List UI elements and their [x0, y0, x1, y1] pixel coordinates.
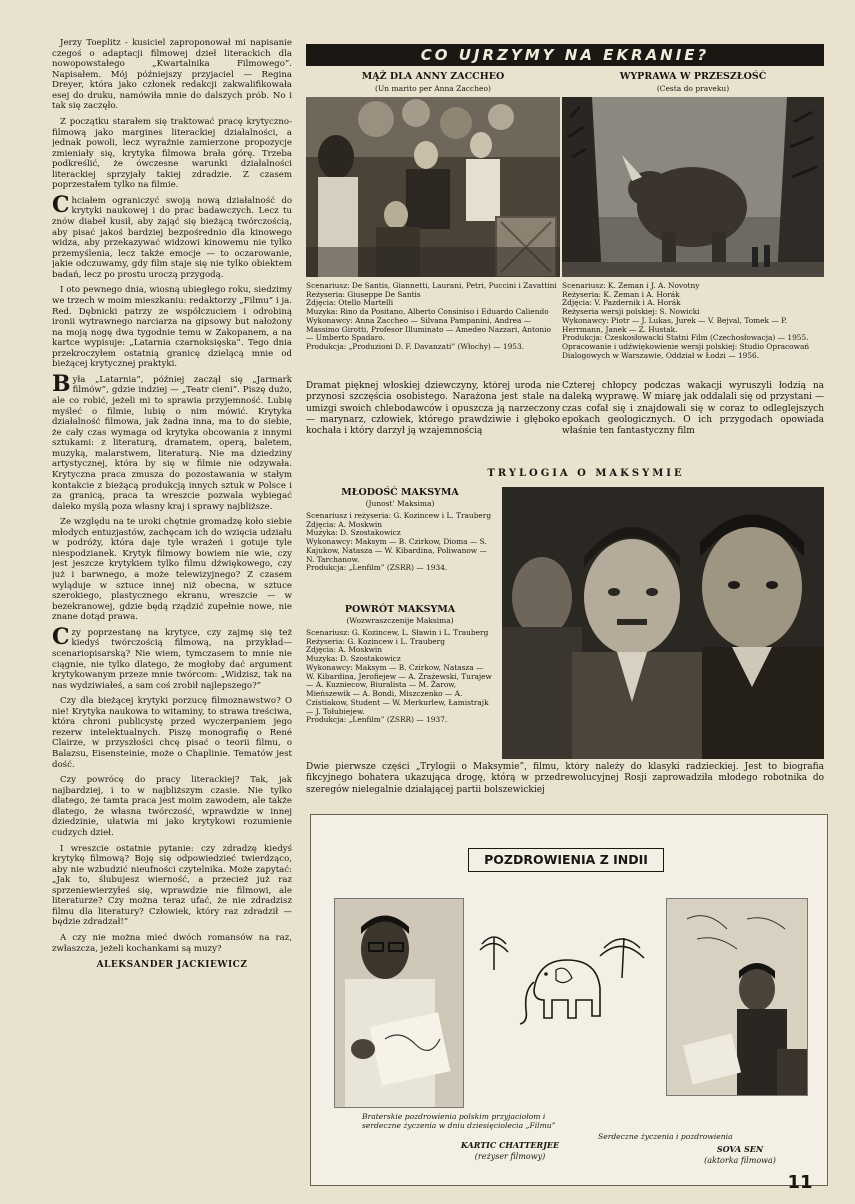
elephant-drawing-icon — [472, 930, 654, 1040]
elephant-sketch — [472, 930, 654, 1040]
film1-title: MĄŻ DLA ANNY ZACCHEO — [361, 71, 505, 82]
photo-kartic-chatterjee — [334, 898, 464, 1108]
trilogy-part2-credits — [306, 629, 494, 759]
article-paragraph: A czy nie można mieć dwóch romansów na raz, zwłaszcza, jeżeli kochankami są muzy? — [52, 933, 292, 954]
india-role-left: (reżyser filmowy) — [474, 1152, 546, 1161]
article-paragraph: Była „Latarnia”, później zaczął się „Jarmark filmów”, gdzie indziej — „Teatr cieni”. Piszę dużo, ale co robić, jeżeli mi to sprawia przyjemność. Lubię myśleć o filmie, lubię o nim mówić. Krytyka działalność filmowa, jak żadna inna, ma to do siebie, że cały czas wymaga od krytyka obcowania z innymi sztukami: z literaturą, dramatem, operą, baletem, muzyką, malarstwem, literaturą. Nie ma dziedziny artystycznej, która by się w filmie nie odzywała. Krytyczna praca zmusza do pozostawania w stałym kontakcie z bieżącą produkcją innych sztuk w Polsce i za granicą, praca ta wreszcie pozwala wybiegać daleko myślą poza własny kraj i sprawy najbliższe. — [52, 370, 292, 512]
trilogy-credit-line: Zdjęcia: A. Moskwin — [306, 519, 383, 529]
trilogy-credit-line: Produkcja: „Lenfilm” (ZSRR) — 1934. — [306, 563, 448, 573]
trilogy-credit-line: Wykonawcy: Maksym — B. Czirkow, Dioma — S. Kajukow, Natasza — W. Kibardina, Poliwanow — N. Tarchanow. — [306, 537, 487, 564]
trilogy-credit-line: Wykonawcy: Maksym — B. Czirkow, Natasza — W. Kibardina, Jerofiejew — A. Zrażewski, Turajew — A. Kuzniecow, Biuralista — M. Żarow, Mieńszewik — A. Bondi, Miszczenko — A. Czistiakow, Student — W. Merkurlew, Łamistrajk — J. Tołubiejew. — [306, 662, 492, 716]
film2-credit-line: Reżyseria: K. Zeman i A. Horák — [562, 289, 680, 299]
film1-credit-line: Produkcja: „Produzioni D. F. Davanzati” (Włochy) — 1953. — [306, 342, 525, 352]
trilogy-credit-line: Produkcja: „Lenfilm” (ZSRR) — 1937. — [306, 715, 448, 725]
trilogy-credit-line: Reżyseria: G. Kozincew i L. Trauberg — [306, 636, 445, 646]
film1-still-photo — [306, 97, 560, 277]
trilogy-credit-line: Muzyka: D. Szostakowicz — [306, 654, 401, 664]
sova-photo-art — [667, 899, 807, 1095]
article-paragraph: I oto pewnego dnia, wiosną ubiegłego roku, siedzimy we trzech w moim mieszkaniu: redaktorzy „Filmu” i ja. Red. Dębnicki patrzy ze współczuciem i odrobiną ironii wytrawnego narciarza na gipsowy but nałożony na moją nogę dwa tygodnie temu w Zakopanem, a na kartce wypisuje: „Latarnia czarnoksięska”. Tego dnia przekroczyłem ostatnią granicę dzielącą mnie od bieżącej krytycznej praktyki. — [52, 285, 292, 370]
trilogy-heading: TRYLOGIA O MAKSYMIE — [487, 468, 685, 479]
film2-title: WYPRAWA W PRZESZŁOŚĆ — [619, 71, 767, 82]
article-paragraph: Jerzy Toeplitz - kusiciel zaproponował mi napisanie czegoś o adaptacji filmowej dzieł literackich dla nowopowstałego „Kwartalnika Filmowego”. Napisałem. Mój późniejszy przyjaciel — Regina Dreyer, która jako członek redakcji zakwalifikowała esej do druku, namówiła mnie do dalszych prób. No i tak się zaczęło. — [52, 38, 292, 112]
film2-credit-line: Zdjęcia: V. Pazdernik i A. Horák — [562, 298, 681, 308]
film1-subtitle: (Un marito per Anna Zaccheo) — [375, 84, 491, 93]
film1-description: Dramat pięknej włoskiej dziewczyny, której uroda nie przynosi szczęścia osobistego. Narażona jest stale na umizgi swoich chlebodawców i opuszcza ją narzeczony — marynarz, człowiek, którego prawdziwie i głęboko kochała i który darzył ją wzajemnością — [306, 381, 560, 436]
article-paragraph: Chciałem ograniczyć swoją nową działalność do krytyki naukowej i do prac badawczych. Lecz tu znów diabeł kusił, aby zająć się bieżącą twórczością, aby pisać jakoś bardziej bezpośrednio dla kinowego widza, aby przekazywać widzowi kinowemu nie tylko przemyślenia, lecz także emocje — to oczarowanie, jakie odczuwamy, gdy film staje się nie tylko obiektem badań, lecz po prostu uroczą przygodą. — [52, 191, 292, 280]
kartic-photo-art — [335, 899, 463, 1107]
film2-credit-line: Reżyseria wersji polskiej: S. Nowicki — [562, 307, 700, 317]
film2-credit-line: Opracowanie i udźwiękowienie wersji polskiej: Studio Opracowań Dialogowych w Warszawie, Oddział w Łodzi — 1956. — [562, 342, 810, 360]
article-paragraph: Z początku starałem się traktować pracę krytyczno-filmową jako margines literackiej działalności, a jednak powoli, lecz wyraźnie zamierzone propozycje zmieniały się, krytyka filmowa brała górę. Trzeba podkreślić, że ówczesne warunki działalności literackiej sprzyjały takiej zdradzie. Z czasem poprzestałem tylko na filmie. — [52, 116, 292, 191]
india-caption-left: Braterskie pozdrowienia polskim przyjaciołom i serdeczne życzenia w dniu dziesięciolecia „Filmu” — [362, 1112, 556, 1131]
trilogy-part2-title: POWRÓT MAKSYMA — [344, 604, 456, 615]
film2-still-photo — [562, 97, 824, 277]
left-article — [52, 38, 292, 1158]
trilogy-part1-subtitle: (Junost' Maksima) — [365, 499, 435, 508]
india-role-right: (aktorka filmowa) — [704, 1156, 776, 1165]
trilogy-part1-title: MŁODOŚĆ MAKSYMA — [341, 487, 459, 498]
trilogy-still-photo — [502, 487, 824, 759]
film1-photo-art — [306, 97, 560, 277]
article-paragraph: Czy poprzestanę na krytyce, czy zajmę się też kiedyś twórczością filmową, na przykład—scenariopisarską? Nie wiem, tymczasem to mnie nie ciągnie, nie tylko dlatego, że mogłoby dać argument krytykowanym przeze mnie twórcom: „Widzisz, tak na nas wydziwiałeś, a sam coś zrobił najlepszego?” — [52, 623, 292, 691]
india-name-right: SOVA SEN — [716, 1144, 764, 1154]
film2-photo-art — [562, 97, 824, 277]
film1-credit-line: Wykonawcy: Anna Zaccheo — Silvana Pampanini, Andrea — Massimo Girotti, Profesor Illuminato — Amedeo Nazzari, Antonio — Umberto Spadaro. — [306, 315, 551, 343]
film1-credits — [306, 282, 560, 378]
film1-credit-line: Reżyseria: Giuseppe De Santis — [306, 289, 421, 299]
article-paragraph: Czy dla bieżącej krytyki porzucę filmoznawstwo? O nie! Krytyka naukowa to witaminy, to strawa treściwa, która chroni publicystę przed wyczerpaniem jego rezerw intelektualnych. Piszę monografię o René Clairze, w przyszłości chcę pisać o teorii filmu, o Balazsu, Eisensteinie, może o Chaplinie. Tematów jest dość. — [52, 696, 292, 770]
trilogy-description: Dwie pierwsze części „Trylogii o Maksymie”, filmu, który należy do klasyki radzieckiej. Jest to biografia fikcyjnego bohatera ukazująca drogę, którą w przedrewolucyjnej Rosji zaprowadziła młodego robotnika do szeregów nielegalnie działającej partii bolszewickiej — [306, 762, 824, 795]
film2-description: Czterej chłopcy podczas wakacji wyruszyli łodzią na daleką wyprawę. W miarę jak oddalali się od przystani — czas cofał się i znajdowali się w coraz to odleglejszych epokach geologicznych. O ich przygodach opowiada właśnie ten fantastyczny film — [562, 381, 824, 436]
article-paragraph: I wreszcie ostatnie pytanie: czy zdradzę kiedyś krytykę filmową? Boję się odpowiedzieć twierdząco, aby nie wzbudzić nieufności czytelnika. Może zapytać: „Jak to, ślubujesz wierność, a przecież już raz sprzeniewierzyłeś się, wprawdzie nie filmowi, ale literaturze? Czy można teraz ufać, że nie zdradzisz filmu dla literatury? Człowiek, który raz zdradził — będzie zdradzał!” — [52, 843, 292, 928]
trilogy-credit-line: Zdjęcia: A. Moskwin — [306, 645, 383, 655]
trilogy-credit-line: Scenariusz: G. Kozincew, L. Sławin i L. Trauberg — [306, 629, 489, 637]
article-paragraph: Czy powrócę do pracy literackiej? Tak, jak najbardziej, i to w najbliższym czasie. Nie tylko dlatego, że tamta praca jest moim zawodem, ale także dlatego, że własna twórczość, wprawdzie w innej dziedzinie, ułatwia mi jako krytykowi rozumienie cudzych dzieł. — [52, 775, 292, 838]
photo-sova-sen — [666, 898, 808, 1096]
film2-subtitle: (Cesta do praveku) — [656, 84, 730, 93]
section-banner: CO UJRZYMY NA EKRANIE? — [306, 44, 824, 66]
film2-credit-line: Scenariusz: K. Zeman i J. A. Novotny — [562, 282, 700, 290]
film2-credit-line: Produkcja: Czeskosłowacki Statni Film (Czechosłowacja) — 1955. — [562, 333, 809, 343]
trilogy-credit-line: Muzyka: D. Szostakowicz — [306, 528, 401, 538]
trilogy-photo-art — [502, 487, 824, 759]
india-name-left: KARTIC CHATTERJEE — [460, 1140, 560, 1150]
trilogy-part1-credits — [306, 512, 494, 600]
trilogy-part2-subtitle: (Wozwraszczenije Maksima) — [346, 616, 454, 625]
film2-credits — [562, 282, 824, 378]
india-caption-right: Serdeczne życzenia i pozdrowienia — [598, 1132, 733, 1141]
india-title: POZDROWIENIA Z INDII — [468, 848, 664, 872]
film1-credit-line: Zdjęcia: Otello Martelli — [306, 298, 394, 308]
trilogy-credit-line: Scenariusz i reżyseria: G. Kozincew i L. Trauberg — [306, 512, 492, 520]
film2-credit-line: Wykonawcy: Piotr — J. Lukas, Jurek — V. Bejval, Tomek — P. Herrmann, Janek — Z. Hustak. — [562, 315, 787, 334]
article-paragraph: Ze względu na te uroki chętnie gromadzę koło siebie młodych entuzjastów, zachęcam ich do wzięcia udziału w podróży, która daje tyle wrażeń i gotuje tyle niespodzianek. Krytyk filmowy bowiem nie wie, czy jest jeszcze krytykiem tylko filmu dźwiękowego, czy już i barwnego, a może telewizyjnego? Z czasem wyląduje w sztuce innej niż obecna, w sztuce szerokiego, plastycznego ekranu, wreszcie — w bezekranowej, gdzie będą rządzić zupełnie nowe, nie znane dotąd prawa. — [52, 517, 292, 623]
film1-credit-line: Muzyka: Rino da Positano, Alberto Consiniso i Eduardo Caliendo — [306, 307, 549, 317]
article-author: ALEKSANDER JACKIEWICZ — [96, 960, 248, 971]
page-number: 11 — [787, 1172, 813, 1193]
film1-credit-line: Scenariusz: De Santis, Giannetti, Laurani, Petri, Puccini i Zavattini — [306, 282, 557, 290]
